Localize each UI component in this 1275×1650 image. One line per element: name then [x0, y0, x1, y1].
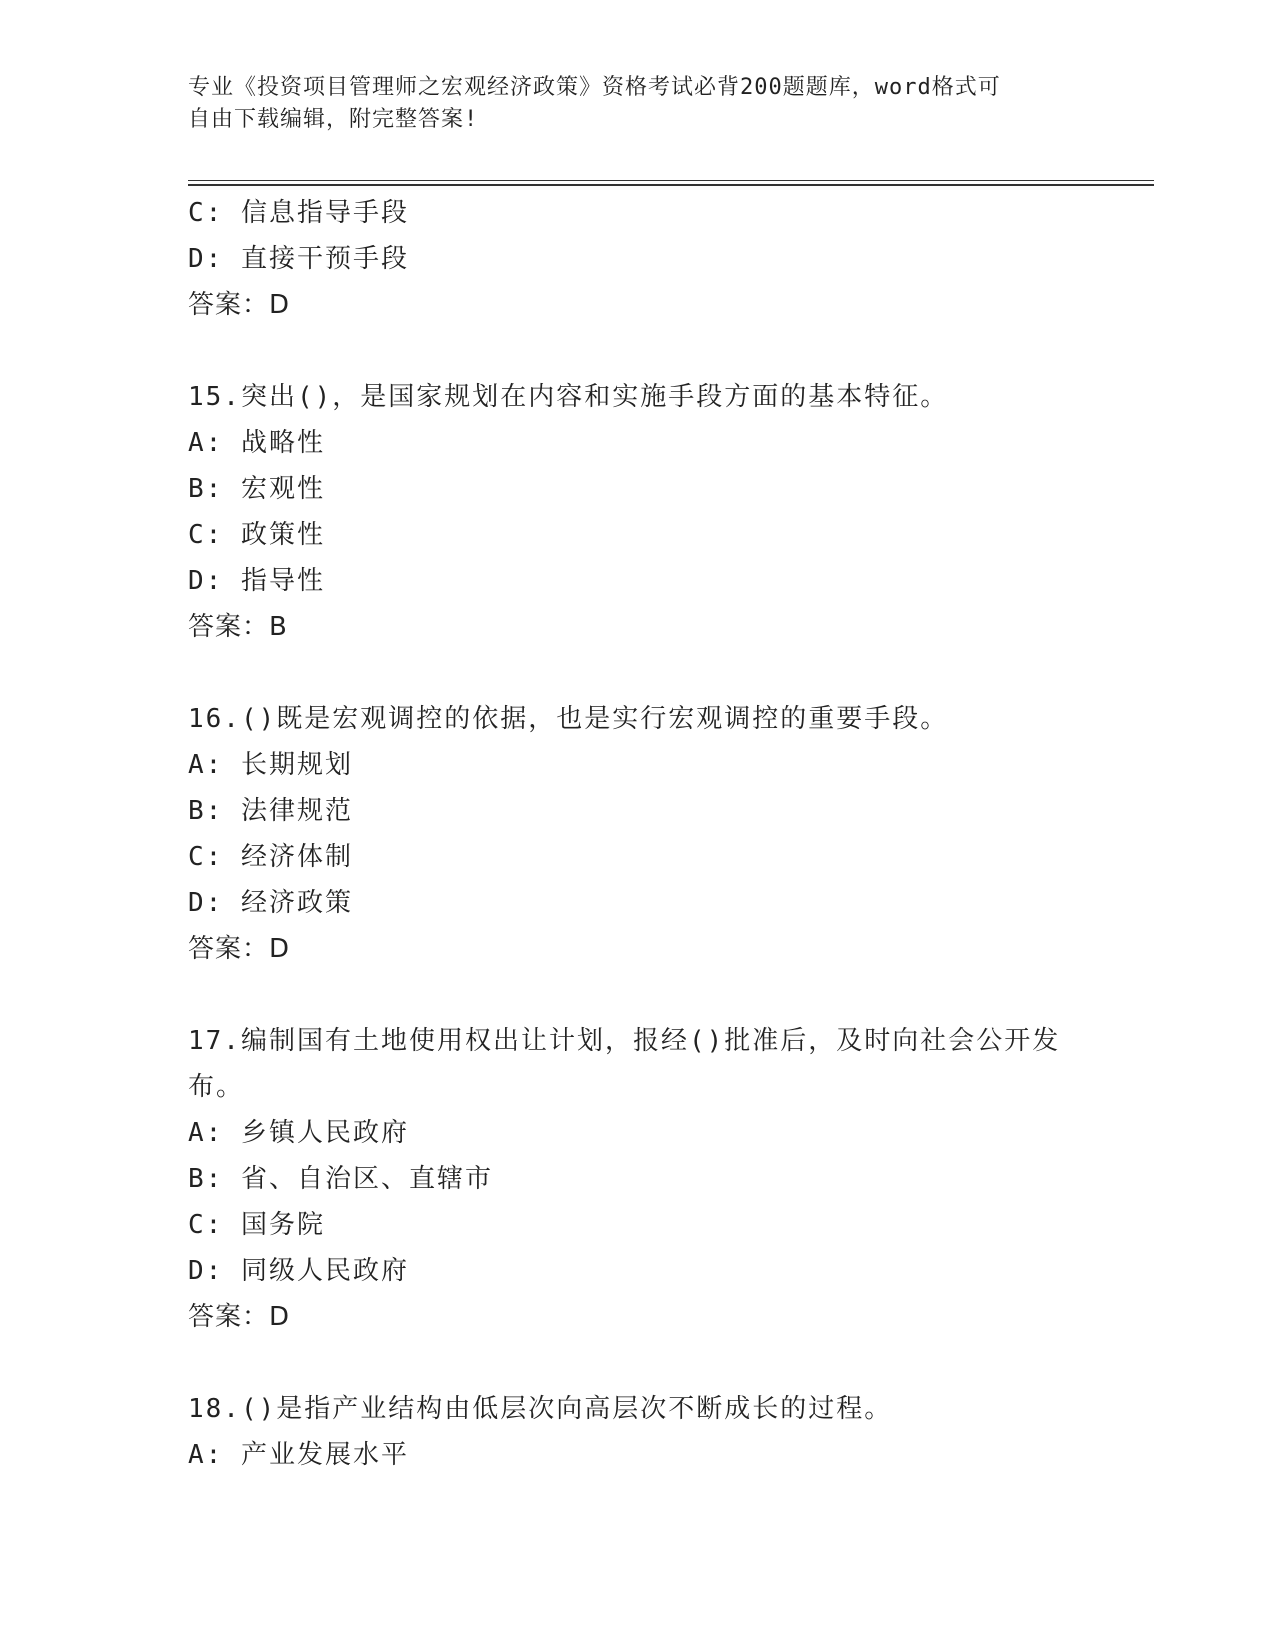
answer-line: 答案：B — [188, 612, 288, 642]
option-c: C: 信息指导手段 — [188, 198, 409, 228]
option-b: B: 宏观性 — [188, 474, 325, 504]
option-a: A: 战略性 — [188, 428, 325, 458]
question-list — [188, 190, 1088, 1478]
question-block-16 — [188, 696, 1088, 972]
option-b: B: 省、自治区、直辖市 — [188, 1164, 493, 1194]
question-block-17 — [188, 1018, 1088, 1340]
question-text: 16.()既是宏观调控的依据，也是实行宏观调控的重要手段。 — [188, 704, 949, 734]
question-block-14 — [188, 190, 1088, 328]
option-a: A: 产业发展水平 — [188, 1440, 409, 1470]
header-line-1: 专业《投资项目管理师之宏观经济政策》资格考试必背200题题库，word格式可 — [188, 75, 1001, 100]
question-text: 15.突出()，是国家规划在内容和实施手段方面的基本特征。 — [188, 382, 949, 412]
option-d: D: 同级人民政府 — [188, 1256, 409, 1286]
option-b: B: 法律规范 — [188, 796, 353, 826]
spacer — [188, 328, 1088, 374]
option-a: A: 长期规划 — [188, 750, 353, 780]
option-d: D: 经济政策 — [188, 888, 353, 918]
question-text-line-1: 17.编制国有土地使用权出让计划，报经()批准后，及时向社会公开发 — [188, 1026, 1061, 1056]
question-text: 18.()是指产业结构由低层次向高层次不断成长的过程。 — [188, 1394, 893, 1424]
answer-line: 答案：D — [188, 1302, 291, 1332]
header-line-2: 自由下载编辑，附完整答案! — [188, 107, 479, 132]
question-text-line-2: 布。 — [188, 1072, 245, 1102]
answer-line: 答案：D — [188, 934, 291, 964]
spacer — [188, 1340, 1088, 1386]
answer-line: 答案：D — [188, 290, 291, 320]
option-d: D: 指导性 — [188, 566, 325, 596]
spacer — [188, 650, 1088, 696]
question-block-18 — [188, 1386, 1088, 1478]
spacer — [188, 972, 1088, 1018]
header-divider-thin — [188, 180, 1154, 181]
document-header — [188, 72, 1088, 136]
option-d: D: 直接干预手段 — [188, 244, 409, 274]
option-c: C: 经济体制 — [188, 842, 353, 872]
header-divider-thick — [188, 184, 1154, 186]
option-c: C: 政策性 — [188, 520, 325, 550]
question-block-15 — [188, 374, 1088, 650]
option-a: A: 乡镇人民政府 — [188, 1118, 409, 1148]
option-c: C: 国务院 — [188, 1210, 325, 1240]
